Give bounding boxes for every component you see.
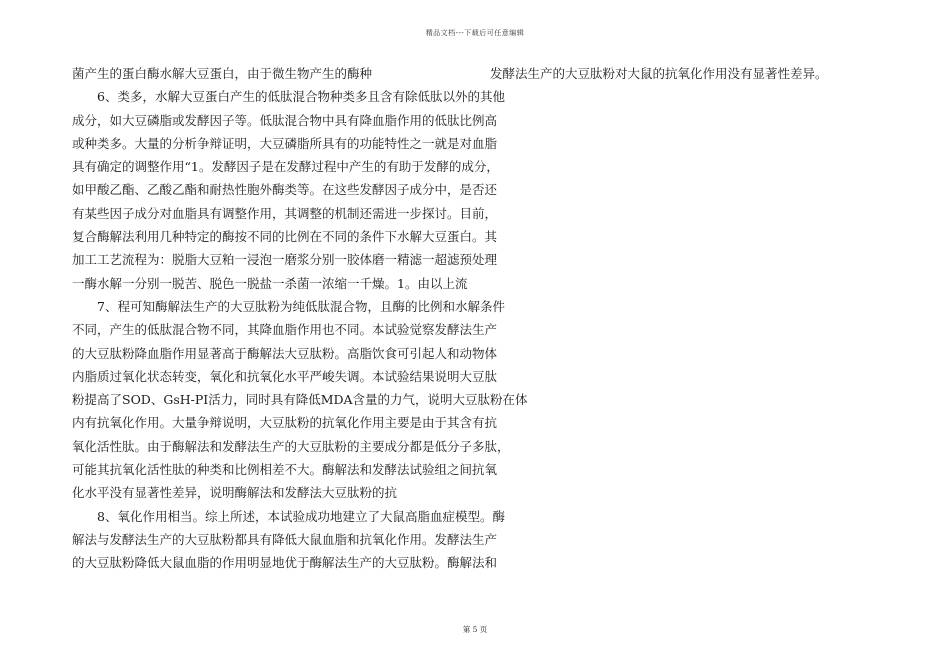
page-header: 精品文档---下载后可任意编辑	[425, 29, 525, 37]
text-line: 不同，产生的低肽混合物不同，其降血脂作用也不同。本试验觉察发酵法生产	[72, 322, 498, 338]
text-line: 复合酶解法利用几种特定的酶按不同的比例在不同的条件下水解大豆蛋白。其	[72, 229, 498, 245]
text-line: 解法与发酵法生产的大豆肽粉都具有降低大鼠血脂和抗氧化作用。发酵法生产	[72, 531, 498, 547]
text-line: 成分，如大豆磷脂或发酵因子等。低肽混合物中具有降血脂作用的低肽比例高	[72, 112, 498, 128]
text-line: 粉提高了SOD、GsH-PI活力，同时具有降低MDA含量的力气，说明大豆肽粉在体	[72, 392, 528, 408]
text-line: 化水平没有显著性差异，说明酶解法和发酵法大豆肽粉的抗	[72, 485, 398, 501]
text-line: 内脂质过氧化状态转变，氧化和抗氧化水平严峻失调。本试验结果说明大豆肽	[72, 368, 498, 384]
text-line: 内有抗氧化作用。大量争辩说明，大豆肽粉的抗氧化作用主要是由于其含有抗	[72, 415, 498, 431]
left-text-column	[72, 62, 528, 575]
text-line: 6、类多，水解大豆蛋白产生的低肽混合物种类多且含有除低肽以外的其他	[97, 89, 505, 105]
text-line: 具有确定的调整作用“1。发酵因子是在发酵过程中产生的有助于发酵的成分，	[72, 159, 499, 175]
text-line: 或种类多。大量的分析争辩证明，大豆磷脂所具有的功能特性之一就是对血脂	[72, 135, 498, 151]
text-line: 的大豆肽粉降低大鼠血脂的作用明显地优于酶解法生产的大豆肽粉。酶解法和	[72, 555, 498, 571]
text-line: 7、程可知酶解法生产的大豆肽粉为纯低肽混合物，且酶的比例和水解条件	[97, 298, 505, 314]
text-line: 加工工艺流程为：脱脂大豆粕一浸泡一磨浆分别一胶体磨一精滤一超滤预处理	[72, 252, 498, 268]
text-line: 一酶水解一分别一脱苦、脱色一脱盐一杀菌一浓缩一千燥。1。由以上流	[72, 275, 468, 291]
text-line: 发酵法生产的大豆肽粉对大鼠的抗氧化作用没有显著性差异。	[490, 66, 828, 81]
text-line: 氧化活性肽。由于酶解法和发酵法生产的大豆肽粉的主要成分都是低分子多肽，	[72, 438, 510, 454]
text-line: 菌产生的蛋白酶水解大豆蛋白，由于微生物产生的酶种	[72, 66, 373, 81]
right-text-column	[490, 62, 890, 85]
text-line: 8、氧化作用相当。综上所述，本试验成功地建立了大鼠高脂血症模型。酶	[97, 508, 505, 524]
text-line: 有某些因子成分对血脂具有调整作用，其调整的机制还需进一步探讨。目前，	[72, 205, 498, 221]
text-line: 如甲酸乙酯、乙酸乙酯和耐热性胞外酶类等。在这些发酵因子成分中，是否还	[72, 182, 498, 198]
page-number: 第 5 页	[462, 625, 488, 634]
text-line: 可能其抗氧化活性肽的种类和比例相差不大。酶解法和发酵法试验组之间抗氧	[72, 462, 498, 478]
text-line: 的大豆肽粉降血脂作用显著高于酶解法大豆肽粉。高脂饮食可引起人和动物体	[72, 345, 498, 361]
